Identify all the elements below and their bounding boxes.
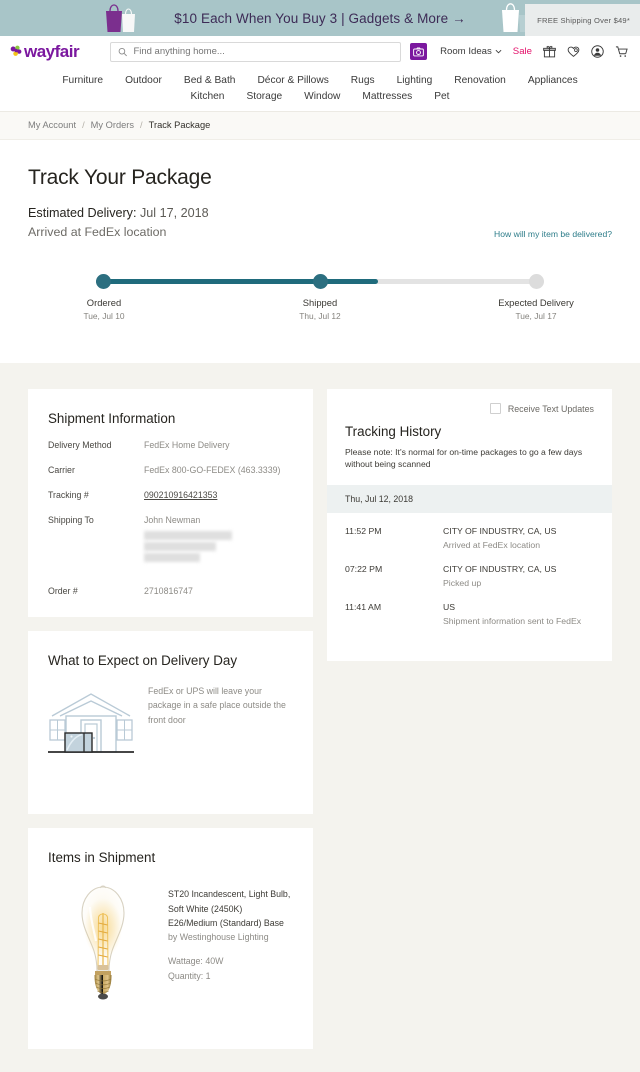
nav-item-outdoor[interactable]: Outdoor: [125, 75, 162, 86]
breadcrumb-my-orders[interactable]: My Orders: [90, 120, 135, 130]
estimated-delivery-label: Estimated Delivery:: [28, 206, 137, 220]
tracking-history-card: [327, 389, 612, 661]
item-quantity: Quantity: 1: [168, 970, 211, 981]
nav-item-mattresses[interactable]: Mattresses: [362, 91, 413, 102]
redacted-line-3: [144, 553, 200, 562]
tracking-event-location: CITY OF INDUSTRY, CA, US: [443, 563, 557, 574]
tracking-event-row: [345, 517, 594, 555]
search-input[interactable]: [133, 46, 393, 57]
tracking-history-note: Please note: It's normal for on-time packages to go a few days without being scanned: [345, 447, 583, 470]
free-shipping-badge: [525, 4, 640, 36]
heart-registry-icon[interactable]: [567, 45, 580, 58]
tracker-node-expected-delivery[interactable]: [529, 274, 544, 289]
tracker-labels: [83, 297, 574, 321]
item-name[interactable]: ST20 Incandescent, Light Bulb, Soft White (2450K) E26/Medium (Standard) Base: [168, 889, 291, 928]
nav-item-storage[interactable]: Storage: [246, 91, 283, 102]
visual-search-button[interactable]: [410, 43, 427, 60]
tracking-history-title: Tracking History: [345, 424, 442, 439]
progress-tracker: [83, 271, 574, 321]
breadcrumb-separator-2: /: [140, 120, 143, 130]
room-ideas-menu[interactable]: [440, 46, 502, 57]
info-value-delivery-method: FedEx Home Delivery: [144, 440, 230, 450]
tracker-node-ordered[interactable]: [96, 274, 111, 289]
info-label-carrier: Carrier: [48, 464, 75, 475]
info-row-order-number: [48, 586, 293, 598]
shipment-information-card: [28, 389, 313, 617]
shipping-to-block: [144, 515, 234, 564]
tracking-event-body: [443, 564, 594, 590]
nav-row-secondary: [0, 91, 640, 102]
camera-icon: [413, 47, 424, 57]
nav-row-primary: [0, 75, 640, 86]
tracker-label-shipped-title: Shipped: [302, 297, 338, 308]
delivery-day-description: FedEx or UPS will leave your package in a safe place outside the front door: [148, 686, 286, 725]
info-row-delivery-method: [48, 440, 293, 452]
item-wattage: Wattage: 40W: [168, 956, 224, 967]
tracker-label-expected-date: Tue, Jul 17: [515, 311, 557, 321]
nav-item-pet[interactable]: Pet: [434, 91, 450, 102]
receive-text-updates-row[interactable]: [345, 403, 594, 414]
receive-text-updates-checkbox[interactable]: [490, 403, 501, 414]
tracking-event-time: 11:41 AM: [345, 602, 382, 612]
tracking-event-time: 07:22 PM: [345, 563, 383, 574]
header-actions: [440, 45, 628, 58]
tracker-label-shipped-date: Thu, Jul 12: [299, 311, 341, 321]
house-with-package-illustration: [48, 686, 134, 762]
tracking-event-description: Arrived at FedEx location: [443, 540, 541, 551]
shopping-bags-icon: [100, 0, 142, 36]
tracker-label-ordered: [44, 297, 164, 321]
chevron-down-icon: [495, 49, 502, 54]
info-row-shipping-to: [48, 515, 293, 564]
tracking-event-row: [345, 593, 594, 631]
gift-icon[interactable]: [543, 45, 556, 58]
item-brand: by Westinghouse Lighting: [168, 932, 269, 943]
receive-text-updates-label[interactable]: Receive Text Updates: [507, 403, 594, 414]
search-box[interactable]: [110, 42, 401, 62]
tracker-node-shipped[interactable]: [313, 274, 328, 289]
right-column: [327, 389, 612, 675]
info-label-tracking-number: Tracking #: [48, 489, 89, 500]
tracking-event-location: US: [443, 602, 456, 612]
items-in-shipment-card: [28, 828, 313, 1049]
wayfair-logo-text: wayfair: [24, 42, 80, 61]
items-in-shipment-title: Items in Shipment: [48, 850, 156, 866]
promo-text[interactable]: $10 Each When You Buy 3 | Gadgets & More →: [174, 10, 466, 26]
shipment-status-text: Arrived at FedEx location: [28, 225, 167, 239]
tracking-event-body: [443, 526, 594, 552]
tracker-label-expected-delivery: [476, 297, 596, 321]
estimated-delivery-date: Jul 17, 2018: [139, 206, 209, 220]
delivery-day-card: [28, 631, 313, 814]
nav-item-furniture[interactable]: Furniture: [62, 75, 104, 86]
item-thumbnail[interactable]: [48, 879, 158, 1009]
nav-item-kitchen[interactable]: Kitchen: [190, 91, 225, 102]
site-header: [0, 36, 640, 67]
info-label-order-number: Order #: [48, 585, 78, 596]
free-shipping-text: FREE Shipping Over $49*: [537, 15, 630, 25]
left-column: [28, 389, 313, 1063]
delivery-help-link[interactable]: How will my item be delivered?: [494, 229, 612, 239]
wayfair-flower-icon: [10, 45, 23, 58]
info-label-delivery-method: Delivery Method: [48, 440, 112, 450]
tracking-event-time: 11:52 PM: [345, 525, 382, 536]
tracking-event-body: [443, 602, 594, 628]
info-value-shipping-to-name: John Newman: [144, 514, 201, 525]
nav-item-appliances[interactable]: Appliances: [527, 75, 578, 86]
tracker-nodes: [96, 271, 544, 292]
hero-section: [0, 140, 640, 363]
info-label-shipping-to: Shipping To: [48, 514, 94, 525]
nav-item-lighting[interactable]: Lighting: [396, 75, 433, 86]
info-value-order-number: 2710816747: [144, 585, 193, 596]
search-icon: [118, 47, 127, 57]
delivery-day-body: [48, 682, 293, 762]
main-navigation: [0, 67, 640, 112]
nav-item-window[interactable]: Window: [304, 91, 341, 102]
cart-icon[interactable]: [615, 45, 628, 58]
room-ideas-label: Room Ideas: [440, 46, 492, 57]
redacted-line-1: [144, 531, 232, 540]
shipment-item-row: [48, 879, 293, 1009]
delivery-day-title: What to Expect on Delivery Day: [48, 653, 238, 669]
breadcrumb-separator: /: [82, 120, 85, 130]
shipment-information-title: Shipment Information: [48, 411, 176, 426]
nav-item-bed-bath[interactable]: Bed & Bath: [183, 75, 236, 86]
tracking-number-link[interactable]: 090210916421353: [144, 489, 218, 500]
page-title: Track Your Package: [28, 166, 212, 189]
breadcrumb-my-account[interactable]: My Account: [28, 120, 77, 130]
breadcrumb-track-package: Track Package: [148, 120, 211, 130]
tracker-label-expected-title: Expected Delivery: [498, 297, 574, 308]
account-icon[interactable]: [591, 45, 604, 58]
item-details: [168, 879, 293, 983]
edison-light-bulb-image: [66, 883, 140, 1009]
info-row-carrier: [48, 465, 293, 477]
tracking-event-description: Shipment information sent to FedEx: [443, 616, 582, 627]
tracking-event-location: CITY OF INDUSTRY, CA, US: [443, 525, 557, 536]
breadcrumb: [0, 112, 640, 140]
tracking-event-description: Picked up: [443, 578, 482, 589]
estimated-delivery: [28, 206, 612, 220]
redacted-line-2: [144, 542, 216, 551]
info-row-tracking-number: [48, 490, 293, 502]
sale-link[interactable]: Sale: [512, 46, 532, 57]
tracking-date-header: Thu, Jul 12, 2018: [327, 485, 612, 513]
nav-item-renovation[interactable]: Renovation: [454, 75, 506, 86]
nav-item-rugs[interactable]: Rugs: [350, 75, 375, 86]
tracker-label-shipped: [260, 297, 380, 321]
tracker-label-ordered-title: Ordered: [86, 297, 122, 308]
main-content: [0, 363, 640, 1063]
status-row: [28, 225, 612, 239]
nav-item-decor-pillows[interactable]: Décor & Pillows: [257, 75, 329, 86]
wayfair-logo[interactable]: [10, 43, 102, 60]
info-value-carrier: FedEx 800-GO-FEDEX (463.3339): [144, 464, 281, 475]
promo-banner: [0, 0, 640, 36]
tracking-event-row: [345, 555, 594, 593]
redacted-address: [144, 531, 234, 562]
tracker-label-ordered-date: Tue, Jul 10: [83, 311, 125, 321]
